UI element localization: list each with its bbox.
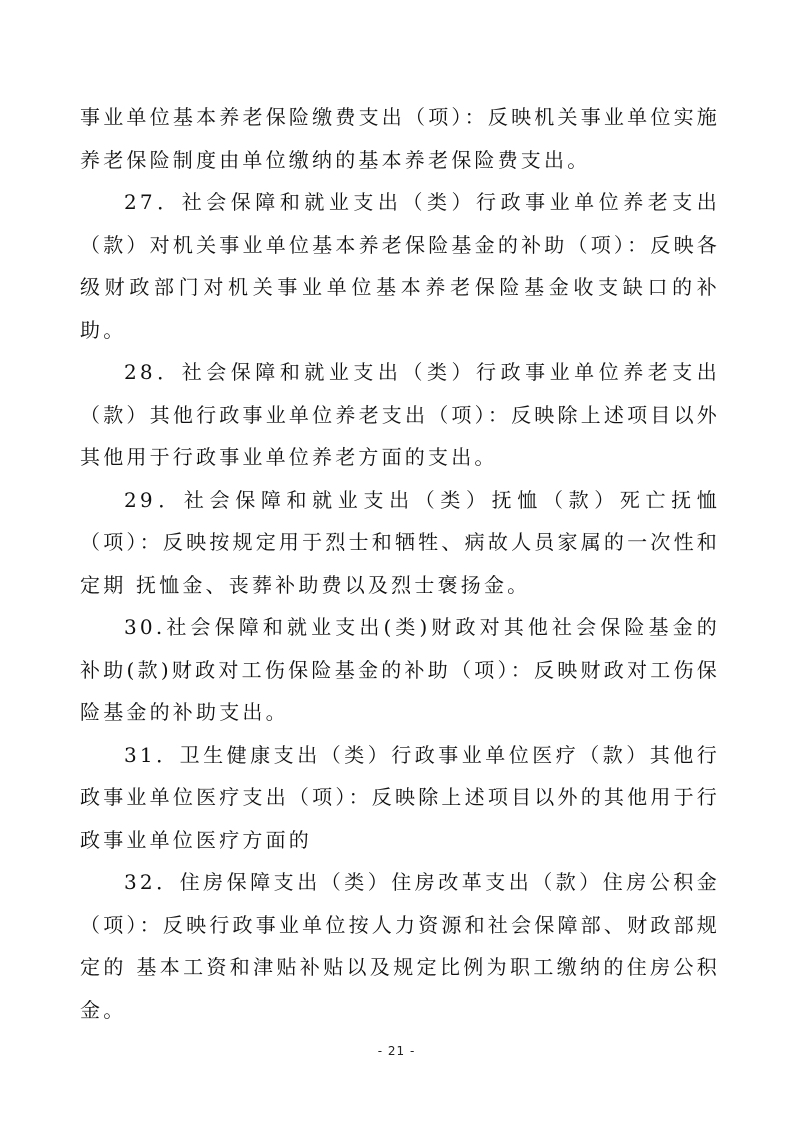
paragraph-1: 事业单位基本养老保险缴费支出（项）：反映机关事业单位实施养老保险制度由单位缴纳的基本养老保险费支出。: [80, 105, 720, 172]
paragraph-2: 27．社会保障和就业支出（类）行政事业单位养老支出（款）对机关事业单位基本养老保险基金的补助（项）：反映各级财政部门对机关事业单位基本养老保险基金收支缺口的补助。: [80, 190, 720, 342]
paragraph-6: 31．卫生健康支出（类）行政事业单位医疗（款）其他行政事业单位医疗支出（项）：反映除上述项目以外的其他用于行政事业单位医疗方面的: [80, 742, 720, 852]
page-number: - 21 -: [377, 1044, 416, 1058]
document-body: [80, 96, 720, 1031]
paragraph-4: 29．社会保障和就业支出（类）抚恤（款）死亡抚恤（项）：反映按规定用于烈士和牺牲、病故人员家属的一次性和定期 抚恤金、丧葬补助费以及烈士褒扬金。: [80, 487, 720, 597]
paragraph-3: 28．社会保障和就业支出（类）行政事业单位养老支出（款）其他行政事业单位养老支出（项）：反映除上述项目以外其他用于行政事业单位养老方面的支出。: [80, 360, 720, 469]
paragraph-7: 32．住房保障支出（类）住房改革支出（款）住房公积金（项）：反映行政事业单位按人力资源和社会保障部、财政部规定的 基本工资和津贴补贴以及规定比例为职工缴纳的住房公积金。: [80, 870, 720, 1022]
paragraph-5: 30.社会保障和就业支出(类)财政对其他社会保险基金的补助(款)财政对工伤保险基金的补助（项）：反映财政对工伤保险基金的补助支出。: [80, 615, 720, 724]
